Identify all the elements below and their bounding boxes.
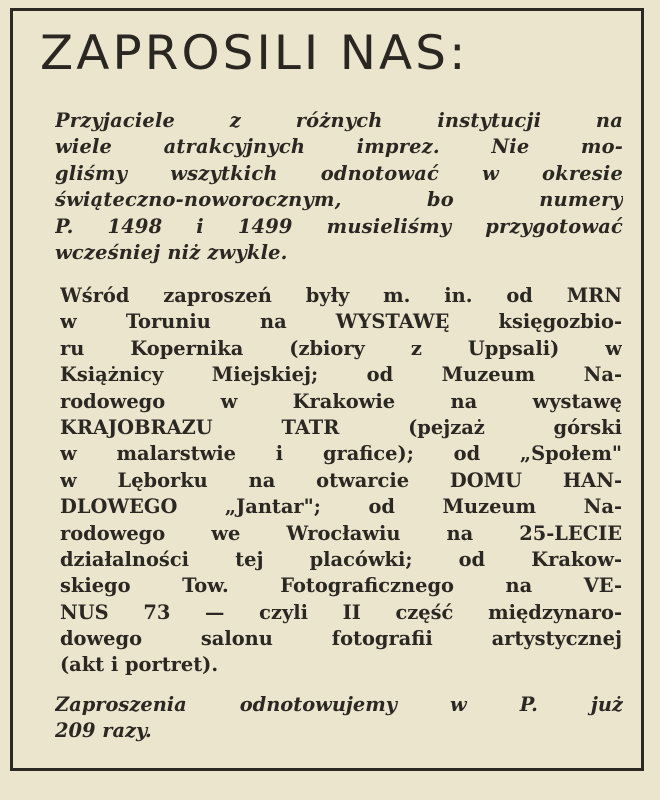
intro-line: Przyjaciele z różnych instytucji na [55, 109, 623, 132]
body-line: w Lęborku na otwarcie DOMU HAN- [60, 468, 622, 492]
body-line: ru Kopernika (zbiory z Uppsali) w [60, 336, 622, 360]
body-line: Książnicy Miejskiej; od Muzeum Na- [60, 363, 622, 387]
intro-line: wcześniej niż zwykle. [55, 240, 288, 264]
intro-line: wiele atrakcyjnych imprez. Nie mo- [55, 135, 623, 159]
body-line: rodowego we Wrocławiu na 25-LECIE [60, 521, 622, 545]
intro-line: P. 1498 i 1499 musieliśmy przygotować [55, 214, 623, 238]
body-line: dowego salonu fotografii artystycznej [60, 627, 622, 651]
body-line: w Toruniu na WYSTAWĘ księgozbio- [60, 310, 622, 334]
intro-line: gliśmy wszytkich odnotować w okresie [55, 161, 623, 185]
intro-line: świąteczno-noworocznym, bo numery [55, 188, 623, 212]
closing-line: Zaproszenia odnotowujemy w P. już [55, 693, 623, 716]
body-line: DLOWEGO „Jantar"; od Muzeum Na- [60, 495, 622, 519]
body-paragraph [60, 283, 622, 679]
intro-paragraph [55, 108, 623, 266]
body-line: w malarstwie i grafice); od „Społem" [60, 442, 622, 466]
closing-paragraph [55, 692, 623, 745]
body-line: Wśród zaproszeń były m. in. od MRN [60, 284, 622, 307]
body-line: KRAJOBRAZU TATR (pejzaż górski [60, 415, 622, 439]
body-line: (akt i portret). [60, 653, 219, 677]
body-line: NUS 73 — czyli II część międzynaro- [60, 600, 622, 624]
article-title: ZAPROSILI NAS: [40, 26, 469, 81]
body-line: skiego Tow. Fotograficznego na VE- [60, 574, 622, 598]
closing-line: 209 razy. [55, 719, 152, 743]
body-line: rodowego w Krakowie na wystawę [60, 389, 622, 413]
body-line: działalności tej placówki; od Krakow- [60, 547, 622, 571]
